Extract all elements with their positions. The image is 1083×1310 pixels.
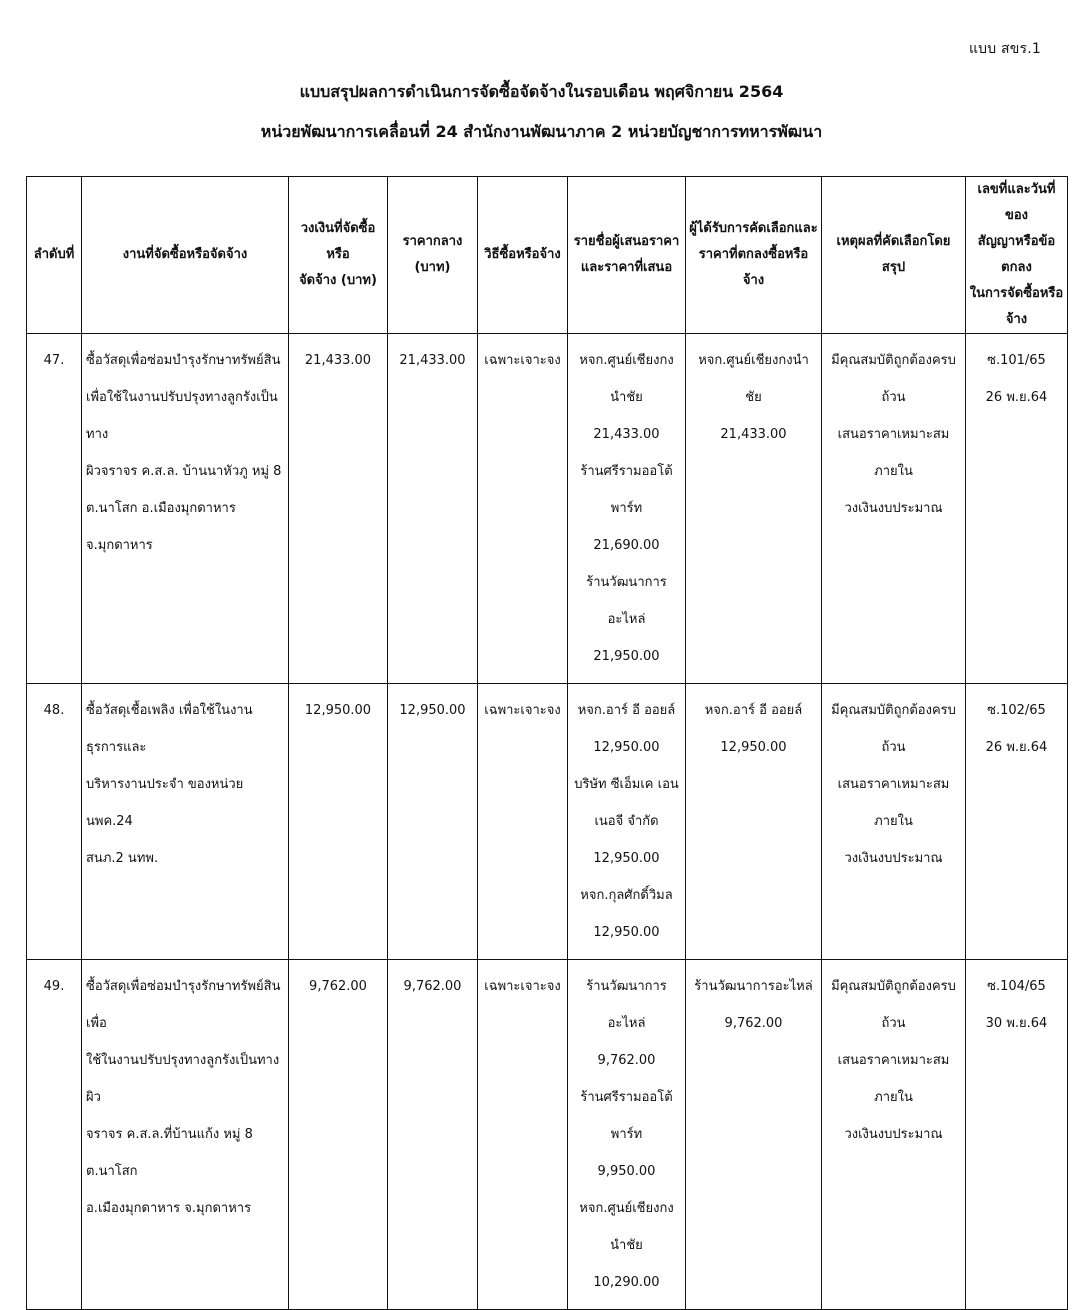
row-number: 47.	[27, 334, 82, 684]
table-row	[27, 960, 1068, 1310]
row-method: เฉพาะเจาะจง	[478, 960, 568, 1310]
row-winner: หจก.ศูนย์เชียงกงนำชัย 21,433.00	[686, 334, 822, 684]
row-bidders: หจก.ศูนย์เชียงกงนำชัย 21,433.00 ร้านศรีรามออโต้พาร์ท 21,690.00 ร้านวัฒนาการอะไหล่ 21,950.00	[568, 334, 686, 684]
header-budget: วงเงินที่จัดซื้อหรือ จัดจ้าง (บาท)	[289, 177, 388, 334]
row-item: ซื้อวัสดุเพื่อซ่อมบำรุงรักษาทรัพย์สิน เพื่อ ใช้ในงานปรับปรุงทางลูกรังเป็นทางผิว จราจร ค.ส.ล.ที่บ้านแก้ง หมู่ 8 ต.นาโสก อ.เมืองมุกดาหาร จ.มุกดาหาร	[82, 960, 289, 1310]
row-median-price: 12,950.00	[388, 684, 478, 960]
document-title: แบบสรุปผลการดำเนินการจัดซื้อจัดจ้างในรอบเดือน พฤศจิกายน 2564	[299, 82, 784, 101]
header-row	[27, 177, 1068, 334]
form-code: แบบ สขร.1	[968, 41, 1041, 57]
row-winner: หจก.อาร์ อี ออยล์ 12,950.00	[686, 684, 822, 960]
table-row	[27, 334, 1068, 684]
document-subtitle: หน่วยพัฒนาการเคลื่อนที่ 24 สำนักงานพัฒนาภาค 2 หน่วยบัญชาการทหารพัฒนา	[260, 122, 823, 141]
header-method: วิธีซื้อหรือจ้าง	[478, 177, 568, 334]
row-budget: 12,950.00	[289, 684, 388, 960]
row-contract: ซ.101/65 26 พ.ย.64	[966, 334, 1068, 684]
row-item: ซื้อวัสดุเพื่อซ่อมบำรุงรักษาทรัพย์สิน เพื่อใช้ในงานปรับปรุงทางลูกรังเป็นทาง ผิวจราจร ค.ส.ล. บ้านนาหัวภู หมู่ 8 ต.นาโสก อ.เมืองมุกดาหาร จ.มุกดาหาร	[82, 334, 289, 684]
row-item: ซื้อวัสดุเชื้อเพลิง เพื่อใช้ในงานธุรการและ บริหารงานประจำ ของหน่วย นพค.24 สนภ.2 นทพ.	[82, 684, 289, 960]
row-reason: มีคุณสมบัติถูกต้องครบถ้วน เสนอราคาเหมาะสมภายใน วงเงินงบประมาณ	[822, 684, 966, 960]
row-reason: มีคุณสมบัติถูกต้องครบถ้วน เสนอราคาเหมาะสมภายใน วงเงินงบประมาณ	[822, 960, 966, 1310]
header-winner: ผู้ได้รับการคัดเลือกและ ราคาที่ตกลงซื้อหรือจ้าง	[686, 177, 822, 334]
header-median: ราคากลาง (บาท)	[388, 177, 478, 334]
row-method: เฉพาะเจาะจง	[478, 334, 568, 684]
row-method: เฉพาะเจาะจง	[478, 684, 568, 960]
header-contract: เลขที่และวันที่ของ สัญญาหรือข้อตกลง ในการจัดซื้อหรือจ้าง	[966, 177, 1068, 334]
row-bidders: ร้านวัฒนาการอะไหล่ 9,762.00 ร้านศรีรามออโต้พาร์ท 9,950.00 หจก.ศูนย์เชียงกงนำชัย 10,290.00	[568, 960, 686, 1310]
header-item: งานที่จัดซื้อหรือจัดจ้าง	[82, 177, 289, 334]
header-reason: เหตุผลที่คัดเลือกโดยสรุป	[822, 177, 966, 334]
row-bidders: หจก.อาร์ อี ออยล์ 12,950.00 บริษัท ซีเอ็มเค เอน เนอจี จำกัด 12,950.00 หจก.กุลศักดิ์วิมล 12,950.00	[568, 684, 686, 960]
procurement-table	[26, 176, 1068, 1310]
row-budget: 21,433.00	[289, 334, 388, 684]
header-bidders: รายชื่อผู้เสนอราคา และราคาที่เสนอ	[568, 177, 686, 334]
row-median-price: 9,762.00	[388, 960, 478, 1310]
row-median-price: 21,433.00	[388, 334, 478, 684]
row-budget: 9,762.00	[289, 960, 388, 1310]
row-number: 48.	[27, 684, 82, 960]
table-row	[27, 684, 1068, 960]
row-reason: มีคุณสมบัติถูกต้องครบถ้วน เสนอราคาเหมาะสมภายใน วงเงินงบประมาณ	[822, 334, 966, 684]
row-winner: ร้านวัฒนาการอะไหล่ 9,762.00	[686, 960, 822, 1310]
row-number: 49.	[27, 960, 82, 1310]
row-contract: ซ.104/65 30 พ.ย.64	[966, 960, 1068, 1310]
header-no: ลำดับที่	[27, 177, 82, 334]
row-contract: ซ.102/65 26 พ.ย.64	[966, 684, 1068, 960]
